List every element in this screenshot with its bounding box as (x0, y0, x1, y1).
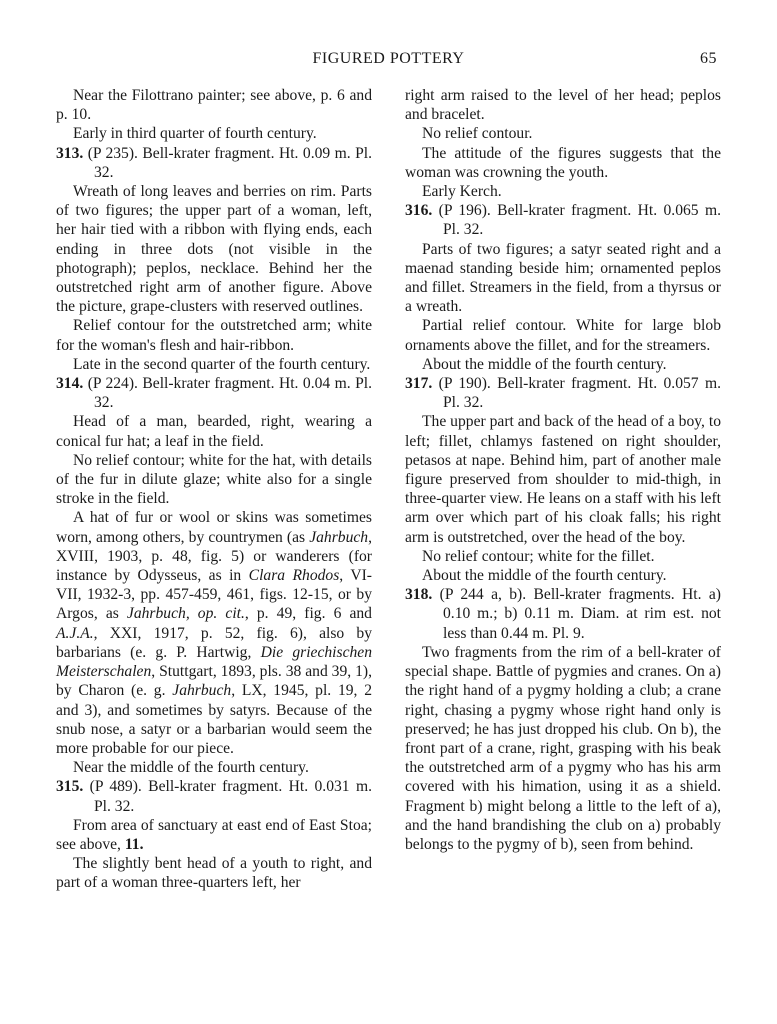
paragraph: No relief contour; white for the hat, with details of the fur in dilute glaze; white also for a single stroke in the field. (56, 451, 372, 508)
paragraph: Near the Filottrano painter; see above, p. 6 and p. 10. (56, 87, 372, 124)
text-run: , XVIII, 1903, p. 48, fig. 5) or wanderers (for instance by Odysseus, as in (56, 528, 372, 585)
text-run: A hat of fur or wool or skins was sometimes worn, among others, by countrymen (as (56, 509, 372, 546)
catalogue-entry-315 (56, 777, 372, 815)
paragraph: Near the middle of the fourth century. (73, 759, 309, 777)
paragraph: Late in the second quarter of the fourth century. (73, 355, 371, 373)
paragraph (56, 816, 372, 854)
paragraph: Head of a man, bearded, right, wearing a conical fur hat; a leaf in the field. (56, 413, 372, 450)
paragraph: Parts of two figures; a satyr seated right and a maenad standing beside him; ornamented peplos and fillet. Streamers in the field, from a thyrsus or a wreath. (405, 240, 721, 316)
text-run: , VI-VII, 1932-3, pp. 457-459, 461, figs. 12-15, or by Argos, as (56, 567, 372, 623)
page-number: 65 (700, 50, 717, 67)
entry-heading: (P 224). Bell-krater fragment. Ht. 0.04 m. Pl. 32. (87, 375, 372, 412)
text-run: , p. 49, fig. 6 and (244, 605, 372, 623)
entry-number: 313. (56, 144, 84, 162)
page-header (0, 50, 777, 74)
left-column (56, 86, 372, 893)
paragraph: No relief contour; white for the fillet. (422, 547, 655, 565)
paragraph: About the middle of the fourth century. (422, 355, 667, 373)
catalogue-entry-313 (56, 144, 372, 182)
citation-title: A.J.A. (56, 624, 94, 642)
citation-title: Clara Rhodos (248, 567, 340, 585)
text-run: From area of sanctuary at east end of East Stoa; see above, (56, 816, 372, 853)
paragraph: About the middle of the fourth century. (422, 567, 667, 585)
catalogue-entry-314 (56, 374, 372, 412)
entry-number: 316. (405, 202, 433, 220)
entry-number: 314. (56, 375, 84, 393)
entry-number: 318. (405, 586, 433, 604)
entry-heading: (P 489). Bell-krater fragment. Ht. 0.031 m. Pl. 32. (89, 778, 372, 815)
running-title: FIGURED POTTERY (312, 50, 465, 67)
paragraph: Wreath of long leaves and berries on rim. Parts of two figures; the upper part of a woman, left, her hair tied with a ribbon with flying ends, each ending in three dots (not visible in the photograph); peplos, necklace. Behind her the outstretched right arm of another figure. Above the picture, grape-clusters with reserved outlines. (56, 183, 372, 316)
citation-title: Jahrbuch, op. cit. (126, 605, 245, 623)
paragraph-continued: right arm raised to the level of her head; peplos and bracelet. (405, 87, 721, 124)
entry-heading: (P 190). Bell-krater fragment. Ht. 0.057 m. Pl. 32. (438, 375, 721, 412)
paragraph: Two fragments from the rim of a bell-krater of special shape. Battle of pygmies and cranes. On a) the right hand of a pygmy holding a club; a crane right, chasing a pygmy whose right hand only is preserved; he has just dropped his club. On b), the front part of a crane, right, grasping with his beak the outstretched arm of a pygmy who has his arm covered with his himation, using it as a shield. Fragment b) might belong a little to the left of a), and the hand brandishing the club on a) probably belongs to the pygmy of b), seen from behind. (405, 643, 721, 853)
citation-title: Jahrbuch (172, 682, 232, 700)
text-run: , XXI, 1917, p. 52, fig. 6), also by barbarians (e. g. P. Hartwig, (56, 624, 372, 661)
paragraph: The upper part and back of the head of a boy, to left; fillet, chlamys fastened on right shoulder, petasos at nape. Behind him, part of another male figure preserved from shoulder to mid-thigh, in three-quarter view. He leans on a staff with his left arm over which part of his cloak falls; his right arm is outstretched, over the head of the boy. (405, 413, 721, 546)
citation-title: Jahrbuch (309, 528, 369, 546)
cross-reference: 11. (124, 835, 144, 853)
paragraph: The attitude of the figures suggests that the woman was crowning the youth. (405, 144, 721, 181)
paragraph-with-citations (56, 508, 372, 758)
entry-heading: (P 196). Bell-krater fragment. Ht. 0.065 m. Pl. 32. (438, 202, 721, 239)
catalogue-entry-317 (405, 374, 721, 412)
entry-number: 317. (405, 375, 433, 393)
catalogue-entry-316 (405, 201, 721, 239)
right-column (405, 86, 721, 854)
paragraph: No relief contour. (422, 125, 533, 143)
paragraph: Relief contour for the outstretched arm; white for the woman's flesh and hair-ribbon. (56, 317, 372, 354)
paragraph: Early in third quarter of fourth century. (73, 125, 317, 143)
text-run: , LX, 1945, pl. 19, 2 and 3), and sometimes by satyrs. Because of the snub nose, a satyr or a barbarian would seem the more probable for our piece. (56, 682, 372, 757)
text-run: , Stuttgart, 1893, pls. 38 and 39, 1), by Charon (e. g. (56, 663, 372, 700)
paragraph: Early Kerch. (422, 183, 502, 201)
paragraph: Partial relief contour. White for large blob ornaments above the fillet, and for the streamers. (405, 317, 721, 354)
catalogue-entry-318 (405, 585, 721, 643)
citation-title: Die griechischen Meisterschalen (56, 643, 373, 681)
paragraph: The slightly bent head of a youth to right, and part of a woman three-quarters left, her (56, 855, 372, 892)
entry-number: 315. (56, 778, 84, 796)
entry-heading: (P 244 a, b). Bell-krater fragments. Ht. a) 0.10 m.; b) 0.11 m. Diam. at rim est. not less than 0.44 m. Pl. 9. (439, 586, 721, 642)
entry-heading: (P 235). Bell-krater fragment. Ht. 0.09 m. Pl. 32. (87, 144, 372, 181)
